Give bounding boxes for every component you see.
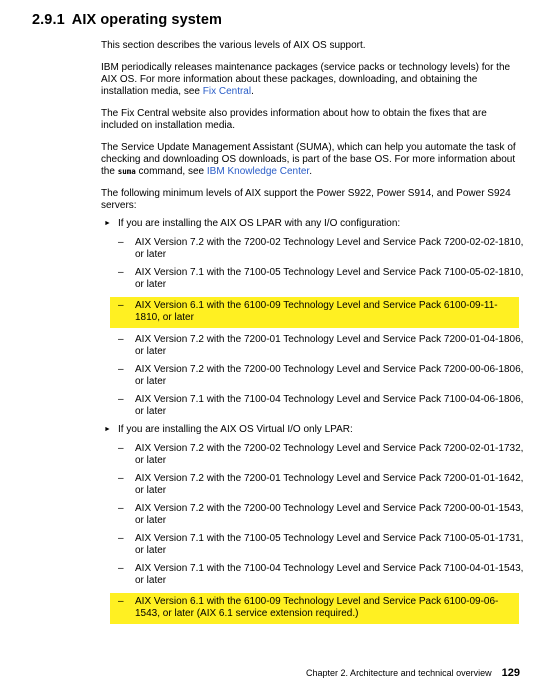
- aix-version-list: [101, 237, 526, 418]
- list-item: [101, 394, 526, 418]
- page-footer: [306, 667, 520, 679]
- dash-bullet: –: [118, 443, 124, 454]
- list-item-text: AIX Version 6.1 with the 6100-09 Technology Level and Service Pack 6100-09-11-1810, or later: [135, 300, 498, 323]
- group-bullet: [101, 424, 526, 436]
- dash-bullet: –: [118, 237, 124, 248]
- list-item: [101, 364, 526, 388]
- list-item: [101, 473, 526, 497]
- section-heading: [32, 12, 222, 28]
- paragraph-suma-text: The Service Update Management Assistant (SUMA), which can help you automate the task of checking and downloading OS downloads, is part of the base OS. For more information about the: [101, 142, 516, 177]
- highlighted-list-item: [110, 297, 519, 328]
- paragraph-intro: This section describes the various levels of AIX OS support.: [101, 40, 366, 51]
- dash-bullet: –: [118, 473, 124, 484]
- section-body: [101, 40, 526, 630]
- support-list: [101, 218, 526, 624]
- list-item-text: AIX Version 7.2 with the 7200-02 Technology Level and Service Pack 7200-02-01-1732, or later: [135, 443, 524, 466]
- highlighted-list-item: [110, 593, 519, 624]
- group-label: If you are installing the AIX OS Virtual I/O only LPAR:: [118, 424, 353, 435]
- list-item-text: AIX Version 7.1 with the 7100-05 Technology Level and Service Pack 7100-05-02-1810, or later: [135, 267, 524, 290]
- list-item-text: AIX Version 7.2 with the 7200-01 Technology Level and Service Pack 7200-01-04-1806, or later: [135, 334, 524, 357]
- fix-central-link[interactable]: Fix Central: [202, 86, 252, 97]
- list-item: [101, 237, 526, 261]
- dash-bullet: –: [118, 563, 124, 574]
- dash-bullet: –: [118, 394, 124, 405]
- group-bullet: [101, 218, 526, 230]
- list-item: [101, 503, 526, 527]
- paragraph-maintenance-text: IBM periodically releases maintenance packages (service packs or technology levels) for the AIX OS. For more information about these packages, downloading, and obtaining the installation media, see: [101, 62, 511, 97]
- paragraph-suma-end: .: [309, 166, 312, 177]
- list-item: [101, 563, 526, 587]
- list-item-text: AIX Version 7.1 with the 7100-04 Technology Level and Service Pack 7100-04-06-1806, or later: [135, 394, 524, 417]
- footer-chapter: Chapter 2. Architecture and technical overview: [306, 668, 492, 678]
- aix-version-list: [101, 443, 526, 624]
- list-item-text: AIX Version 7.2 with the 7200-01 Technology Level and Service Pack 7200-01-01-1642, or later: [135, 473, 524, 496]
- section-number: 2.9.1: [32, 12, 65, 28]
- list-item-text: AIX Version 7.2 with the 7200-00 Technology Level and Service Pack 7200-00-06-1806, or later: [135, 364, 524, 387]
- paragraph-maintenance: [101, 62, 526, 98]
- list-item-text: AIX Version 7.1 with the 7100-04 Technology Level and Service Pack 7100-04-01-1543, or later: [135, 563, 524, 586]
- list-item: [101, 533, 526, 557]
- triangle-bullet-icon: ►: [104, 426, 111, 433]
- group-label: If you are installing the AIX OS LPAR with any I/O configuration:: [118, 218, 401, 229]
- paragraph-maintenance-end: .: [251, 86, 254, 97]
- triangle-bullet-icon: ►: [104, 220, 111, 227]
- paragraph-suma-mid: command, see: [135, 166, 207, 177]
- list-item: [101, 267, 526, 291]
- page-number: 129: [501, 667, 520, 679]
- list-item: [101, 443, 526, 467]
- paragraph-suma: [101, 142, 526, 178]
- list-item-text: AIX Version 7.2 with the 7200-00 Technology Level and Service Pack 7200-00-01-1543, or later: [135, 503, 524, 526]
- suma-command: suma: [117, 167, 136, 176]
- list-item: [101, 334, 526, 358]
- list-item-text: AIX Version 7.1 with the 7100-05 Technology Level and Service Pack 7100-05-01-1731, or later: [135, 533, 524, 556]
- section-title: AIX operating system: [71, 12, 223, 28]
- dash-bullet: –: [118, 596, 124, 607]
- list-item-text: AIX Version 6.1 with the 6100-09 Technology Level and Service Pack 6100-09-06-1543, or later (AIX 6.1 service extension required.): [135, 596, 499, 619]
- dash-bullet: –: [118, 300, 124, 311]
- dash-bullet: –: [118, 334, 124, 345]
- dash-bullet: –: [118, 503, 124, 514]
- paragraph-min-levels: The following minimum levels of AIX support the Power S922, Power S914, and Power S924 servers:: [101, 188, 511, 211]
- dash-bullet: –: [118, 364, 124, 375]
- list-item-text: AIX Version 7.2 with the 7200-02 Technology Level and Service Pack 7200-02-02-1810, or later: [135, 237, 524, 260]
- dash-bullet: –: [118, 267, 124, 278]
- ibm-knowledge-center-link[interactable]: IBM Knowledge Center: [206, 166, 310, 177]
- dash-bullet: –: [118, 533, 124, 544]
- paragraph-fix-central: The Fix Central website also provides information about how to obtain the fixes that are included on installation media.: [101, 108, 487, 131]
